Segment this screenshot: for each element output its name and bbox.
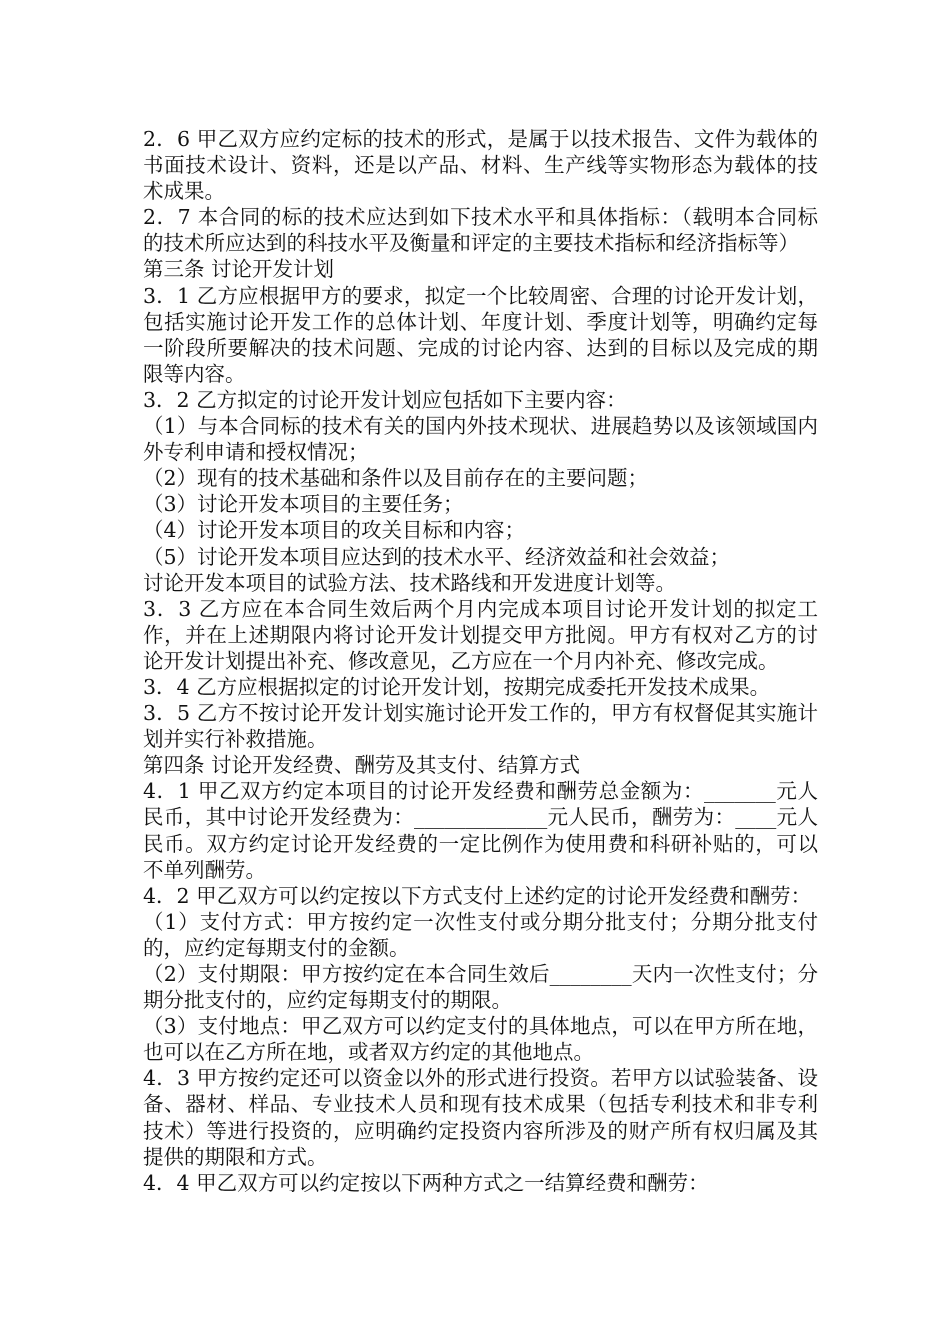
clause-4-2: 4．2 甲乙双方可以约定按以下方式支付上述约定的讨论开发经费和酬劳： xyxy=(143,883,812,908)
clause-4-2-item-3: （3）支付地点：甲乙双方可以约定支付的具体地点，可以在甲方所在地，也可以在乙方所在地，或者双方约定的其他地点。 xyxy=(143,1014,818,1065)
clause-3-2-item-2: （2）现有的技术基础和条件以及目前存在的主要问题； xyxy=(143,466,649,491)
clause-3-3: 3．3 乙方应在本合同生效后两个月内完成本项目讨论开发计划的拟定工作，并在上述期限内将讨论开发计划提交甲方批阅。甲方有权对乙方的讨论开发计划提出补充、修改意见，乙方应在一个月内补充、修改完成。 xyxy=(143,596,818,673)
clause-3-2: 3．2 乙方拟定的讨论开发计划应包括如下主要内容： xyxy=(143,387,627,412)
clause-3-2-item-1: （1）与本合同标的技术有关的国内外技术现状、进展趋势以及该领域国内外专利申请和授权情况； xyxy=(143,414,818,465)
clause-4-2-item-1: （1）支付方式：甲方按约定一次性支付或分期分批支付；分期分批支付的，应约定每期支付的金额。 xyxy=(143,909,818,960)
clause-2-7: 2．7 本合同的标的技术应达到如下技术水平和具体指标：（载明本合同标的技术所应达到的科技水平及衡量和评定的主要技术指标和经济指标等） xyxy=(143,205,818,256)
clause-3-2-item-5: （5）讨论开发本项目应达到的技术水平、经济效益和社会效益； xyxy=(143,544,731,569)
document-body xyxy=(143,126,818,1196)
clause-4-4: 4．4 甲乙双方可以约定按以下两种方式之一结算经费和酬劳： xyxy=(143,1170,709,1195)
clause-3-5: 3．5 乙方不按讨论开发计划实施讨论开发工作的，甲方有权督促其实施计划并实行补救措施。 xyxy=(143,701,818,752)
clause-3-4: 3．4 乙方应根据拟定的讨论开发计划，按期完成委托开发技术成果。 xyxy=(143,674,771,699)
clause-3-2-item-3: （3）讨论开发本项目的主要任务； xyxy=(143,492,464,517)
clause-4-3: 4．3 甲方按约定还可以资金以外的形式进行投资。若甲方以试验装备、设备、器材、样品、专业技术人员和现有技术成果（包括专利技术和非专利技术）等进行投资的，应明确约定投资内容所涉及的财产所有权归属及其提供的期限和方式。 xyxy=(143,1066,818,1169)
clause-2-6: 2．6 甲乙双方应约定标的技术的形式，是属于以技术报告、文件为载体的书面技术设计、资料，还是以产品、材料、生产线等实物形态为载体的技术成果。 xyxy=(143,127,818,204)
clause-4-1: 4．1 甲乙双方约定本项目的讨论开发经费和酬劳总金额为：_______元人民币，其中讨论开发经费为：_____________元人民币，酬劳为：____元人民币。双方约定讨论开发经费的一定比例作为使用费和科研补贴的，可以不单列酬劳。 xyxy=(143,779,818,882)
clause-4-2-item-2: （2）支付期限：甲方按约定在本合同生效后________天内一次性支付；分期分批支付的，应约定每期支付的期限。 xyxy=(143,962,818,1013)
clause-3-1: 3．1 乙方应根据甲方的要求，拟定一个比较周密、合理的讨论开发计划，包括实施讨论开发工作的总体计划、年度计划、季度计划等，明确约定每一阶段所要解决的技术问题、完成的讨论内容、达到的目标以及完成的期限等内容。 xyxy=(143,283,818,386)
article-3-heading: 第三条 讨论开发计划 xyxy=(143,257,335,282)
clause-3-2-item-6: 讨论开发本项目的试验方法、技术路线和开发进度计划等。 xyxy=(143,570,676,595)
article-4-heading: 第四条 讨论开发经费、酬劳及其支付、结算方式 xyxy=(143,753,581,778)
clause-3-2-item-4: （4）讨论开发本项目的攻关目标和内容； xyxy=(143,518,526,543)
